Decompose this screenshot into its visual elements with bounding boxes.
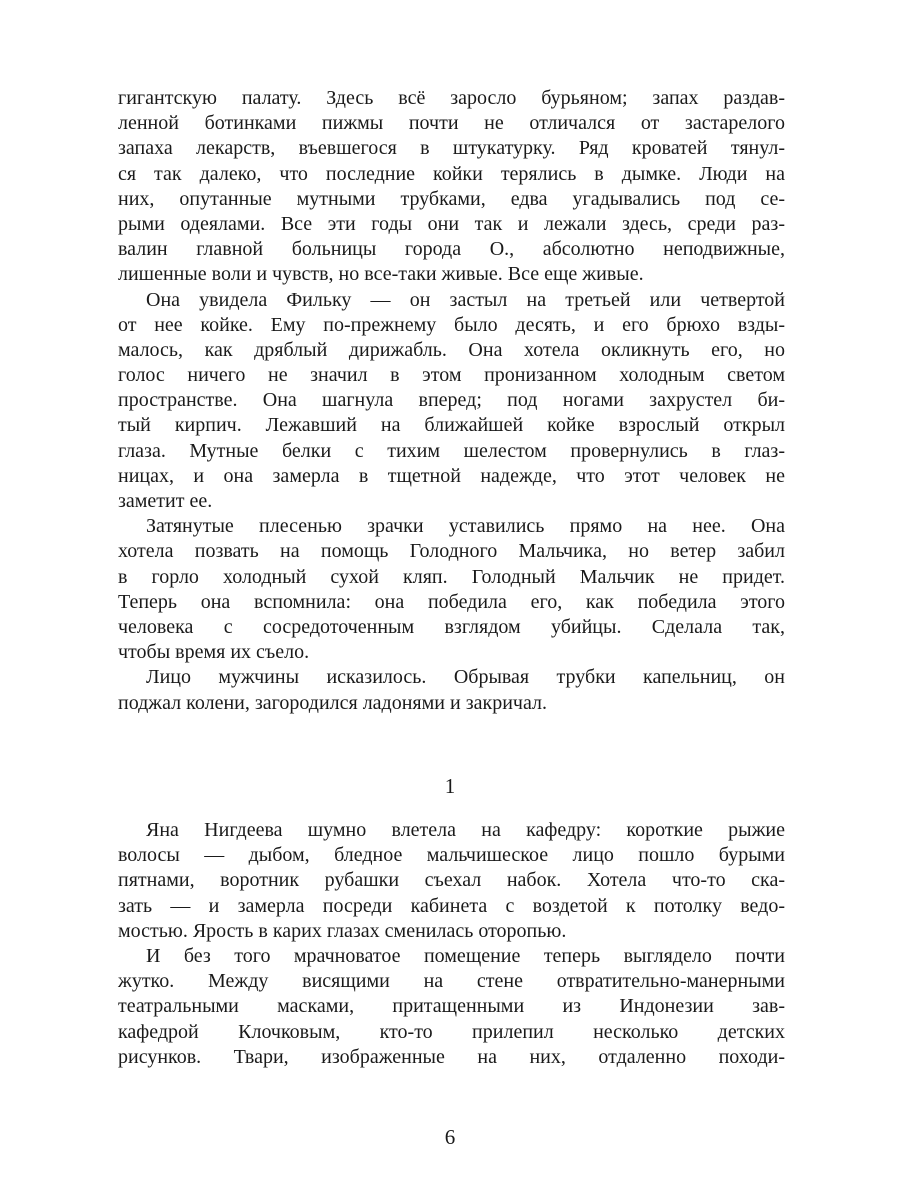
- chapter-heading: 1: [444, 774, 456, 798]
- page-number: 6: [444, 1125, 456, 1149]
- text-line: кафедрой Клочковым, кто-то прилепил несколько детских: [118, 1020, 785, 1043]
- paragraph: [118, 665, 785, 715]
- text-line: хотела позвать на помощь Голодного Мальчика, но ветер забил: [118, 540, 785, 563]
- text-line: ленной ботинками пижмы почти не отличался от застарелого: [118, 112, 785, 135]
- paragraph: [118, 944, 785, 1070]
- text-line: пространстве. Она шагнула вперед; под ногами захрустел би-: [118, 389, 785, 412]
- text-line: зать — и замерла посреди кабинета с воздетой к потолку ведо-: [118, 894, 785, 917]
- text-before-chapter: [118, 86, 785, 716]
- text-line: в горло холодный сухой кляп. Голодный Мальчик не придет.: [118, 565, 785, 588]
- text-line: Она увидела Фильку — он застыл на третьей или четвертой: [146, 288, 785, 311]
- text-line: Яна Нигдеева шумно влетела на кафедру: короткие рыжие: [146, 819, 785, 841]
- paragraph: [118, 514, 785, 665]
- text-line: ся так далеко, что последние койки терялись в дымке. Люди на: [118, 162, 785, 185]
- text-line: жутко. Между висящими на стене отвратительно-манерными: [118, 970, 785, 993]
- text-line: Лицо мужчины исказилось. Обрывая трубки капельниц, он: [146, 666, 785, 689]
- text-line: чтобы время их съело.: [118, 641, 310, 664]
- text-line: волосы — дыбом, бледное мальчишеское лицо пошло бурыми: [118, 844, 785, 867]
- paragraph: [118, 86, 785, 288]
- text-line: малось, как дряблый дирижабль. Она хотела окликнуть его, но: [118, 338, 785, 361]
- text-line: рыми одеялами. Все эти годы они так и лежали здесь, среди раз-: [118, 212, 785, 235]
- text-line: мостью. Ярость в карих глазах сменилась оторопью.: [118, 919, 567, 942]
- text-line: И без того мрачноватое помещение теперь выглядело почти: [146, 944, 785, 967]
- text-line: ницах, и она замерла в тщетной надежде, что этот человек не: [118, 464, 785, 487]
- text-line: Затянутые плесенью зрачки уставились прямо на нее. Она: [146, 515, 785, 538]
- text-chapter-1: [118, 818, 785, 1070]
- paragraph: [118, 818, 785, 944]
- text-line: них, опутанные мутными трубками, едва угадывались под се-: [118, 187, 785, 210]
- text-line: валин главной больницы города О., абсолютно неподвижные,: [118, 238, 785, 261]
- text-line: запаха лекарств, въевшегося в штукатурку. Ряд кроватей тянул-: [118, 137, 785, 160]
- text-line: лишенные воли и чувств, но все-таки живые. Все еще живые.: [118, 263, 644, 286]
- text-line: тый кирпич. Лежавший на ближайшей койке взрослый открыл: [118, 414, 785, 437]
- text-line: рисунков. Твари, изображенные на них, отдаленно походи-: [118, 1045, 785, 1068]
- text-line: голос ничего не значил в этом пронизанном холодным светом: [118, 364, 785, 387]
- text-line: театральными масками, притащенными из Индонезии зав-: [118, 995, 785, 1018]
- text-line: заметит ее.: [118, 490, 213, 512]
- text-line: пятнами, воротник рубашки съехал набок. Хотела что-то ска-: [118, 869, 785, 892]
- text-line: гигантскую палату. Здесь всё заросло бурьяном; запах раздав-: [118, 87, 785, 109]
- text-line: человека с сосредоточенным взглядом убийцы. Сделала так,: [118, 615, 785, 638]
- text-line: от нее койке. Ему по-прежнему было десять, и его брюхо взды-: [118, 313, 785, 336]
- text-line: глаза. Мутные белки с тихим шелестом провернулись в глаз-: [118, 439, 785, 462]
- text-line: Теперь она вспомнила: она победила его, как победила этого: [118, 590, 785, 613]
- text-line: поджал колени, загородился ладонями и закричал.: [118, 691, 547, 714]
- paragraph: [118, 288, 785, 515]
